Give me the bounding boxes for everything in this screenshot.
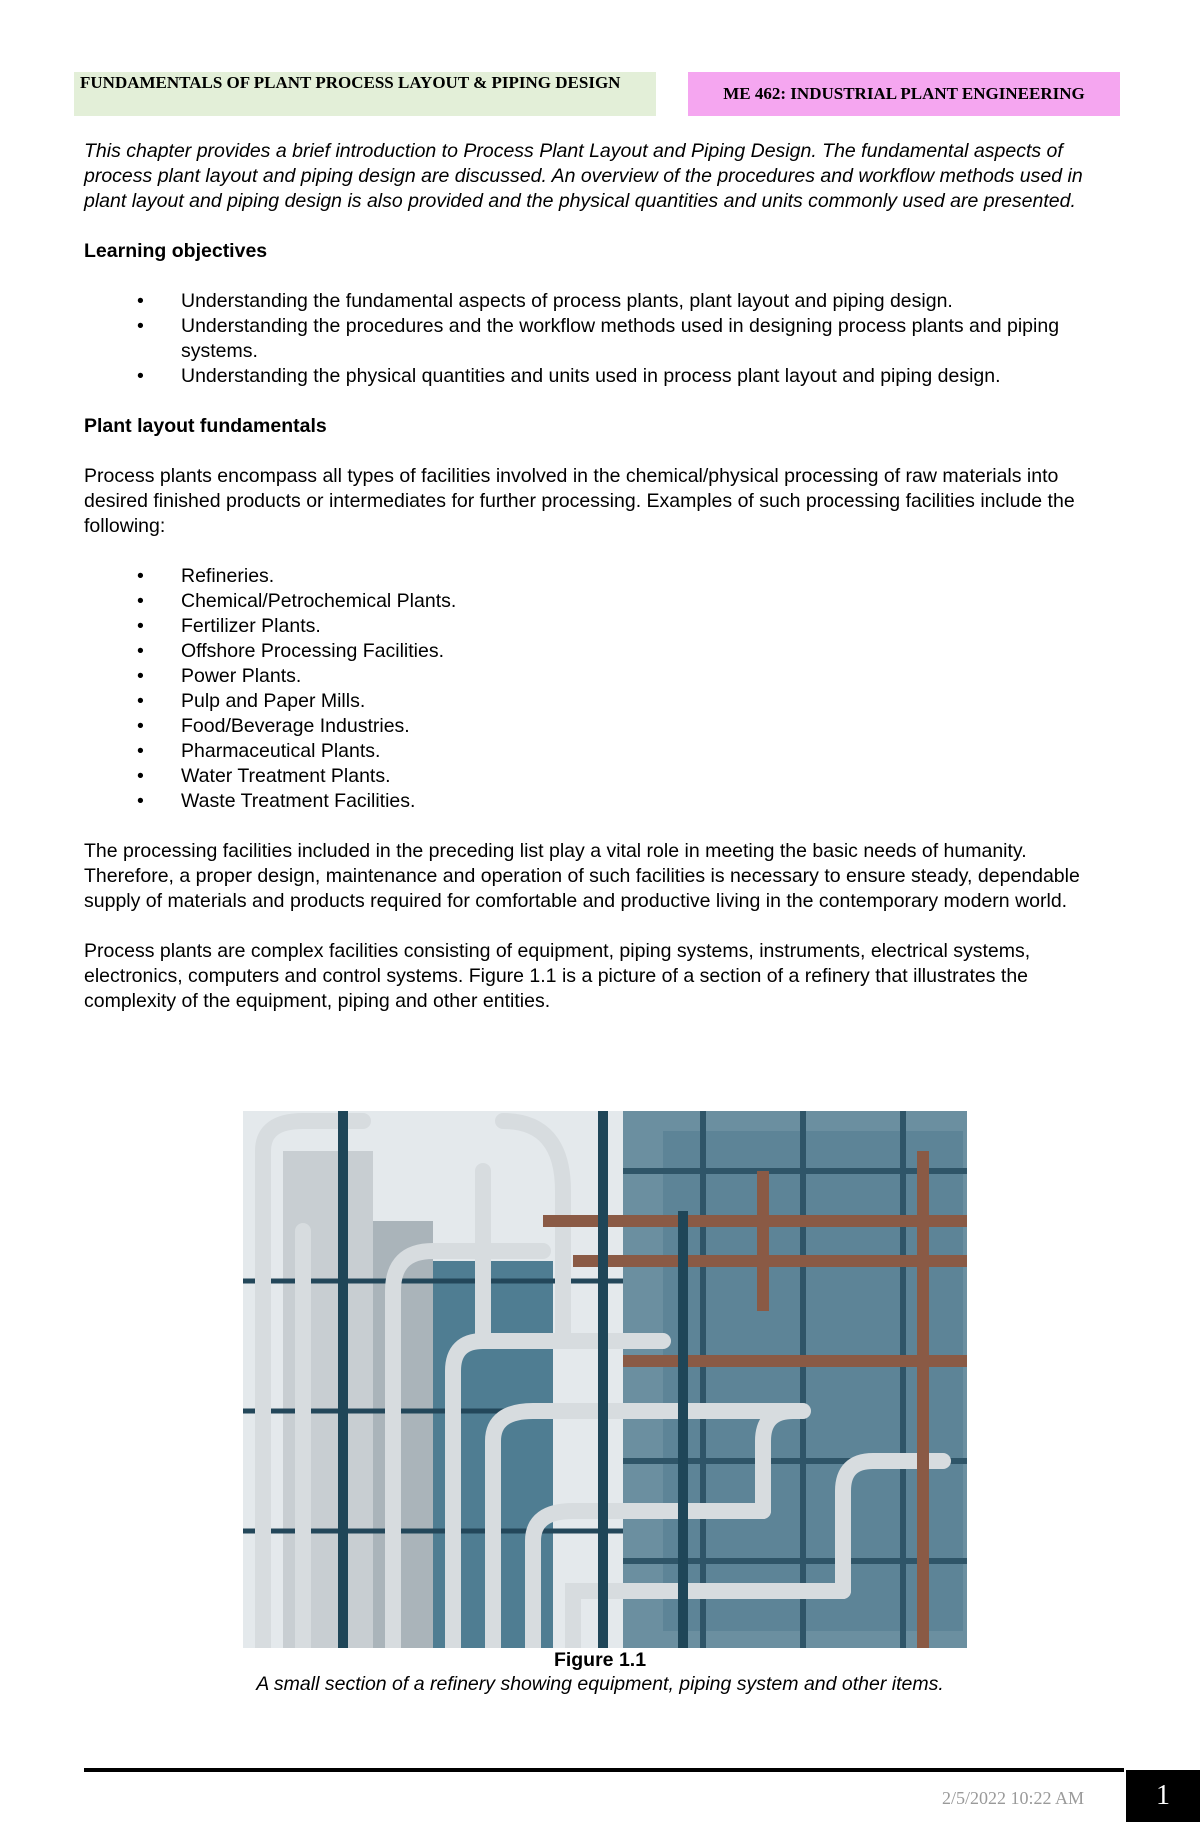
page-number: 1 <box>1126 1770 1200 1822</box>
facilities-list <box>84 564 1104 814</box>
document-body <box>84 139 1104 1039</box>
figure-caption: A small section of a refinery showing equipment, piping system and other items. <box>256 1673 944 1695</box>
list-item: • Understanding the fundamental aspects of process plants, plant layout and piping design. <box>181 289 1104 314</box>
list-item: • Refineries. <box>181 564 1104 589</box>
footer-datetime: 2/5/2022 10:22 AM <box>942 1788 1085 1808</box>
paragraph-complex-facilities: Process plants are complex facilities consisting of equipment, piping systems, instruments, electrical systems, electronics, computers and control systems. Figure 1.1 is a picture of a section of a refinery that illustrates the complexity of the equipment, piping and other entities. <box>84 940 1031 1012</box>
list-item: • Pulp and Paper Mills. <box>181 689 1104 714</box>
refinery-photo <box>243 1111 967 1648</box>
list-item: • Chemical/Petrochemical Plants. <box>181 589 1104 614</box>
list-item: • Fertilizer Plants. <box>181 614 1104 639</box>
list-item: • Waste Treatment Facilities. <box>181 789 1104 814</box>
chapter-intro: This chapter provides a brief introduction to Process Plant Layout and Piping Design. The fundamental aspects of process plant layout and piping design are discussed. An overview of the procedures and workflow methods used in plant layout and piping design is also provided and the physical quantities and units commonly used are presented. <box>84 140 1083 212</box>
learning-objectives-list <box>84 289 1104 389</box>
header-chapter-title: FUNDAMENTALS OF PLANT PROCESS LAYOUT & PIPING DESIGN <box>74 72 656 116</box>
header-course-title: ME 462: INDUSTRIAL PLANT ENGINEERING <box>688 72 1120 116</box>
learning-objectives-heading: Learning objectives <box>84 240 268 262</box>
list-item: • Offshore Processing Facilities. <box>181 639 1104 664</box>
list-item: • Understanding the procedures and the workflow methods used in designing process plants and piping systems. <box>181 314 1104 364</box>
list-item: • Understanding the physical quantities and units used in process plant layout and piping design. <box>181 364 1104 389</box>
plant-layout-heading: Plant layout fundamentals <box>84 415 327 437</box>
list-item: • Food/Beverage Industries. <box>181 714 1104 739</box>
list-item: • Water Treatment Plants. <box>181 764 1104 789</box>
list-item: • Pharmaceutical Plants. <box>181 739 1104 764</box>
footer-rule <box>84 1768 1124 1772</box>
list-item: • Power Plants. <box>181 664 1104 689</box>
paragraph-process-plants: Process plants encompass all types of facilities involved in the chemical/physical processing of raw materials into desired finished products or intermediates for further processing. Examples of such processing facilities include the following: <box>84 465 1075 537</box>
figure-title: Figure 1.1 <box>553 1649 647 1671</box>
paragraph-vital-role: The processing facilities included in the preceding list play a vital role in meeting the basic needs of humanity. Therefore, a proper design, maintenance and operation of such facilities is necessary to ensure steady, dependable supply of materials and products required for comfortable and productive living in the contemporary modern world. <box>84 840 1080 912</box>
